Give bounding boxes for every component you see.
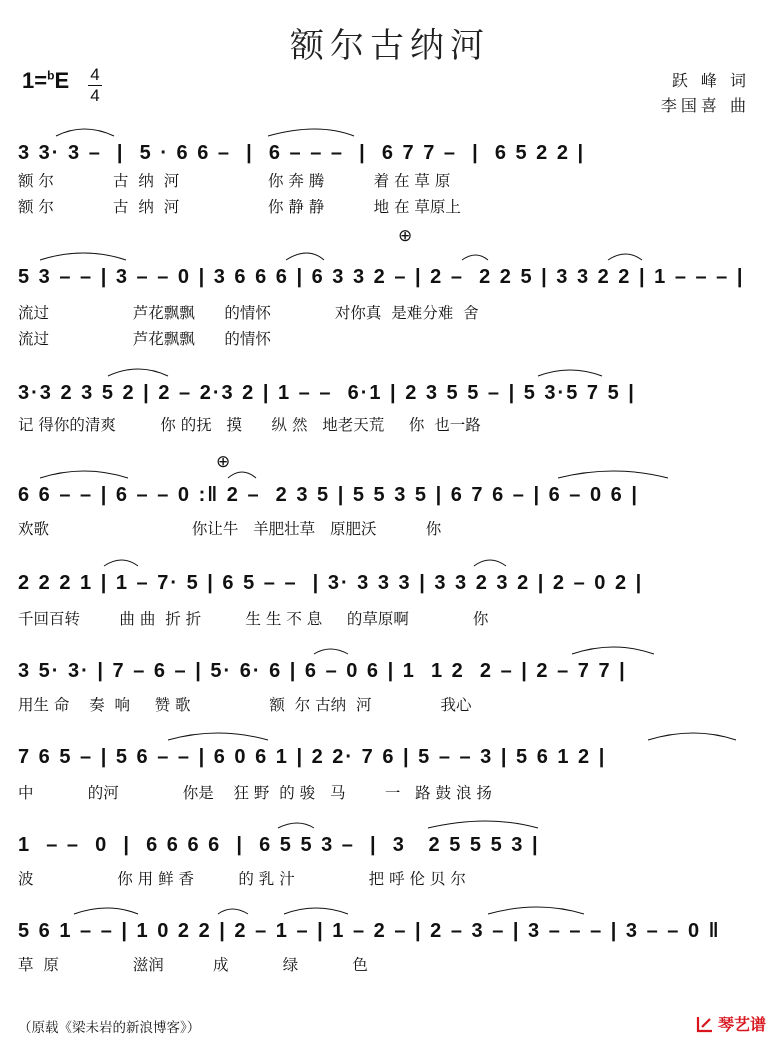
source-note: （原载《梁未岩的新浪博客》） xyxy=(18,1020,201,1036)
segno-icon: ⊕ xyxy=(216,452,231,472)
notes-line: 5 6 1 – – | 1 0 2 2 | 2 – 1 – | 1 – 2 – | 2 – 3 – | 3 – – – | 3 – – 0 ‖ xyxy=(18,920,721,942)
lyric-line-1: 草 原 滋润 成 绿 色 xyxy=(18,956,368,974)
meter-top: 4 xyxy=(90,65,100,84)
notes-line: 3 3· 3 – | 5 · 6 6 – | 6 – – – | 6 7 7 – | 6 5 2 2 | xyxy=(18,142,586,164)
notes-line: 3 5· 3· | 7 – 6 – | 5· 6· 6 | 6 – 0 6 | 1 1 2 2 – | 2 – 7 7 | xyxy=(18,660,627,682)
lyric-line-1: 记 得你的清爽 你 的抚 摸 纵 然 地老天荒 你 也一路 xyxy=(18,416,481,434)
slur-marks xyxy=(18,246,766,262)
logo-icon xyxy=(695,1014,715,1034)
logo-text: 琴艺谱 xyxy=(717,1015,766,1034)
song-title: 额尔古纳河 xyxy=(290,26,490,66)
slur-marks xyxy=(18,122,766,138)
slur-marks xyxy=(18,900,766,916)
site-logo xyxy=(695,1012,766,1035)
lyric-line-1: 中 的河 你是 狂 野 的 骏 马 一 路 鼓 浪 扬 xyxy=(18,784,492,802)
slur-marks xyxy=(18,552,766,568)
notes-line: 6 6 – – | 6 – – 0 :‖ 2 – 2 3 5 | 5 5 3 5 | 6 7 6 – | 6 – 0 6 | xyxy=(18,484,639,506)
lyricist-credit: 跃 峰 词 xyxy=(671,71,750,90)
slur-marks xyxy=(18,726,766,742)
lyric-line-1: 额 尔 古 纳 河 你 奔 腾 着 在 草 原 xyxy=(18,172,451,190)
slur-marks xyxy=(18,640,766,656)
segno-icon: ⊕ xyxy=(398,226,413,246)
notes-line: 5 3 – – | 3 – – 0 | 3 6 6 6 | 6 3 3 2 – | 2 – 2 2 5 | 3 3 2 2 | 1 – – – | xyxy=(18,266,745,288)
notes-line: 2 2 2 1 | 1 – 7· 5 | 6 5 – – | 3· 3 3 3 | 3 3 2 3 2 | 2 – 0 2 | xyxy=(18,572,644,594)
slur-marks xyxy=(18,464,766,480)
lyric-line-2: 额 尔 古 纳 河 你 静 静 地 在 草原上 xyxy=(18,198,461,216)
slur-marks xyxy=(18,814,766,830)
key-signature: 1=$^b$E xyxy=(22,68,70,93)
lyric-line-2: 流过 芦花飘飘 的情怀 xyxy=(18,330,271,348)
lyric-line-1: 波 你 用 鲜 香 的 乳 汁 把 呼 伦 贝 尔 xyxy=(18,870,466,888)
notes-line: 7 6 5 – | 5 6 – – | 6 0 6 1 | 2 2· 7 6 | 5 – – 3 | 5 6 1 2 | xyxy=(18,746,607,768)
notes-line: 3·3 2 3 5 2 | 2 – 2·3 2 | 1 – – 6·1 | 2 3 5 5 – | 5 3·5 7 5 | xyxy=(18,382,636,404)
lyric-line-1: 流过 芦花飘飘 的情怀 对你真 是难分难 舍 xyxy=(18,304,479,322)
time-signature xyxy=(88,66,102,105)
lyric-line-1: 千回百转 曲 曲 折 折 生 生 不 息 的草原啊 你 xyxy=(18,610,489,628)
composer-credit: 李国喜 曲 xyxy=(660,96,750,115)
lyric-line-1: 用生 命 奏 响 赞 歌 额 尔 古纳 河 我心 xyxy=(18,696,472,714)
slur-marks xyxy=(18,362,766,378)
lyric-line-1: 欢歌 你让牛 羊肥壮草 原肥沃 你 xyxy=(18,520,442,538)
credits xyxy=(661,68,750,118)
meter-bottom: 4 xyxy=(90,86,100,105)
notes-line: 1 – – 0 | 6 6 6 6 | 6 5 5 3 – | 3 2 5 5 5 3 | xyxy=(18,834,540,856)
